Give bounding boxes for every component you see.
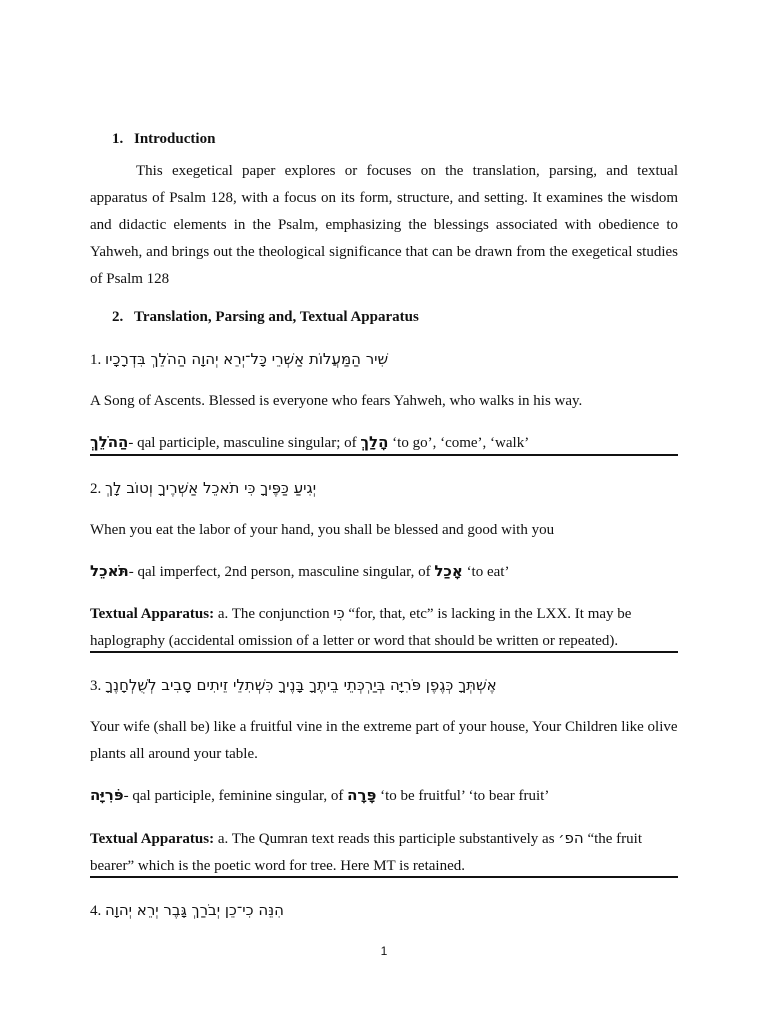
- parsed-word: פֹּרִיָּה: [90, 786, 124, 804]
- verse-number: 1.: [90, 352, 102, 368]
- section-title: Translation, Parsing and, Textual Apparatus: [134, 309, 419, 325]
- verse-hebrew-text: יְגִיעַ כַּפֶּיךָ כִּי תֹאכֵל אַשְׁרֶיךָ וְטוֹב לָךְ: [105, 479, 317, 497]
- verse-3-translation: Your wife (shall be) like a fruitful vine in the extreme part of your house, Your Children like olive plants all around your table.: [90, 719, 678, 762]
- verse-3-hebrew-line: [90, 676, 678, 695]
- section-heading-translation: [112, 309, 700, 326]
- apparatus-hebrew: הפ׳: [558, 829, 584, 847]
- verse-number: 2.: [90, 481, 102, 497]
- apparatus-line: bearer” which is the poetic word for tree. Here MT is retained.: [90, 858, 465, 874]
- divider-line: [90, 454, 678, 456]
- verse-hebrew-text: אֶשְׁתְּךָ כְּגֶפֶן פֹּרִיָּה בְּיַרְכְּתֵי בֵיתֶךָ בָּנֶיךָ כִּשְׁתִלֵי זֵיתִים סָבִיב לְשֻׁלְחָנֶךָ: [105, 676, 497, 694]
- parsing-text: - qal participle, feminine singular, of: [123, 788, 348, 804]
- divider-line: [90, 651, 678, 653]
- verse-3-parsing: [90, 786, 678, 805]
- parsed-word: הַהֹלֵךְ: [90, 433, 129, 451]
- verse-hebrew-text: הִנֵּה כִי־כֵן יְבֹרַךְ גָּבֶר יְרֵא יְהוָה: [105, 901, 284, 919]
- verse-2-hebrew-line: [90, 479, 678, 498]
- verse-1-translation: A Song of Ascents. Blessed is everyone who fears Yahweh, who walks in his way.: [90, 393, 583, 409]
- verse-2-translation: When you eat the labor of your hand, you shall be blessed and good with you: [90, 522, 555, 538]
- apparatus-label: Textual Apparatus:: [90, 606, 215, 622]
- section-heading-introduction: [112, 131, 700, 148]
- root-gloss: ‘to go’, ‘come’, ‘walk’: [392, 435, 530, 451]
- root-word: פָּרָה: [347, 786, 377, 804]
- apparatus-hebrew: כִּי: [333, 604, 345, 622]
- verse-number: 4.: [90, 903, 102, 919]
- verse-hebrew-text: שִׁיר הַמַּעֲלוֹת אַשְׁרֵי כָּל־יְרֵא יְהוָה הַהֹלֵךְ בִּדְרָכָיו: [105, 350, 389, 368]
- page-number: 1: [380, 944, 388, 958]
- verse-1-hebrew-line: [90, 350, 678, 369]
- root-gloss: ‘to be fruitful’ ‘to bear fruit’: [380, 788, 550, 804]
- apparatus-line: haplography (accidental omission of a letter or word that should be written or repeated).: [90, 633, 619, 649]
- root-word: הָלַךְ: [360, 433, 389, 451]
- divider-line: [90, 876, 678, 878]
- apparatus-line: [90, 825, 678, 853]
- parsing-text: - qal participle, masculine singular; of: [128, 435, 361, 451]
- section-title: Introduction: [134, 131, 216, 147]
- parsing-text: - qal imperfect, 2nd person, masculine singular, of: [128, 564, 435, 580]
- apparatus-label: Textual Apparatus:: [90, 831, 215, 847]
- section-number: 1.: [112, 131, 124, 147]
- root-gloss: ‘to eat’: [466, 564, 510, 580]
- parsed-word: תֹּאכֵל: [90, 562, 129, 580]
- verse-3-apparatus: [90, 825, 678, 880]
- root-word: אָכַל: [434, 562, 463, 580]
- apparatus-text: “the fruit: [583, 831, 642, 847]
- verse-4-hebrew-line: [90, 901, 678, 920]
- document-page: [90, 0, 678, 1024]
- verse-1-parsing: [90, 433, 678, 452]
- verse-number: 3.: [90, 678, 102, 694]
- apparatus-text: a. The Qumran text reads this participle substantively as: [214, 831, 559, 847]
- intro-paragraph: This exegetical paper explores or focuses on the translation, parsing, and textual apparatus of Psalm 128, with a focus on its form, structure, and setting. It examines the wisdom and didactic elements in the Psalm, emphasizing the blessings associated with obedience to Yahweh, and brings out the theological significance that can be drawn from the exegetical studies of Psalm 128: [90, 163, 678, 287]
- apparatus-text: a. The conjunction: [214, 606, 334, 622]
- apparatus-line: [90, 600, 678, 628]
- section-number: 2.: [112, 309, 124, 325]
- verse-2-parsing: [90, 562, 678, 581]
- apparatus-text: “for, that, etc” is lacking in the LXX. It may be: [344, 606, 632, 622]
- verse-2-apparatus: [90, 600, 678, 655]
